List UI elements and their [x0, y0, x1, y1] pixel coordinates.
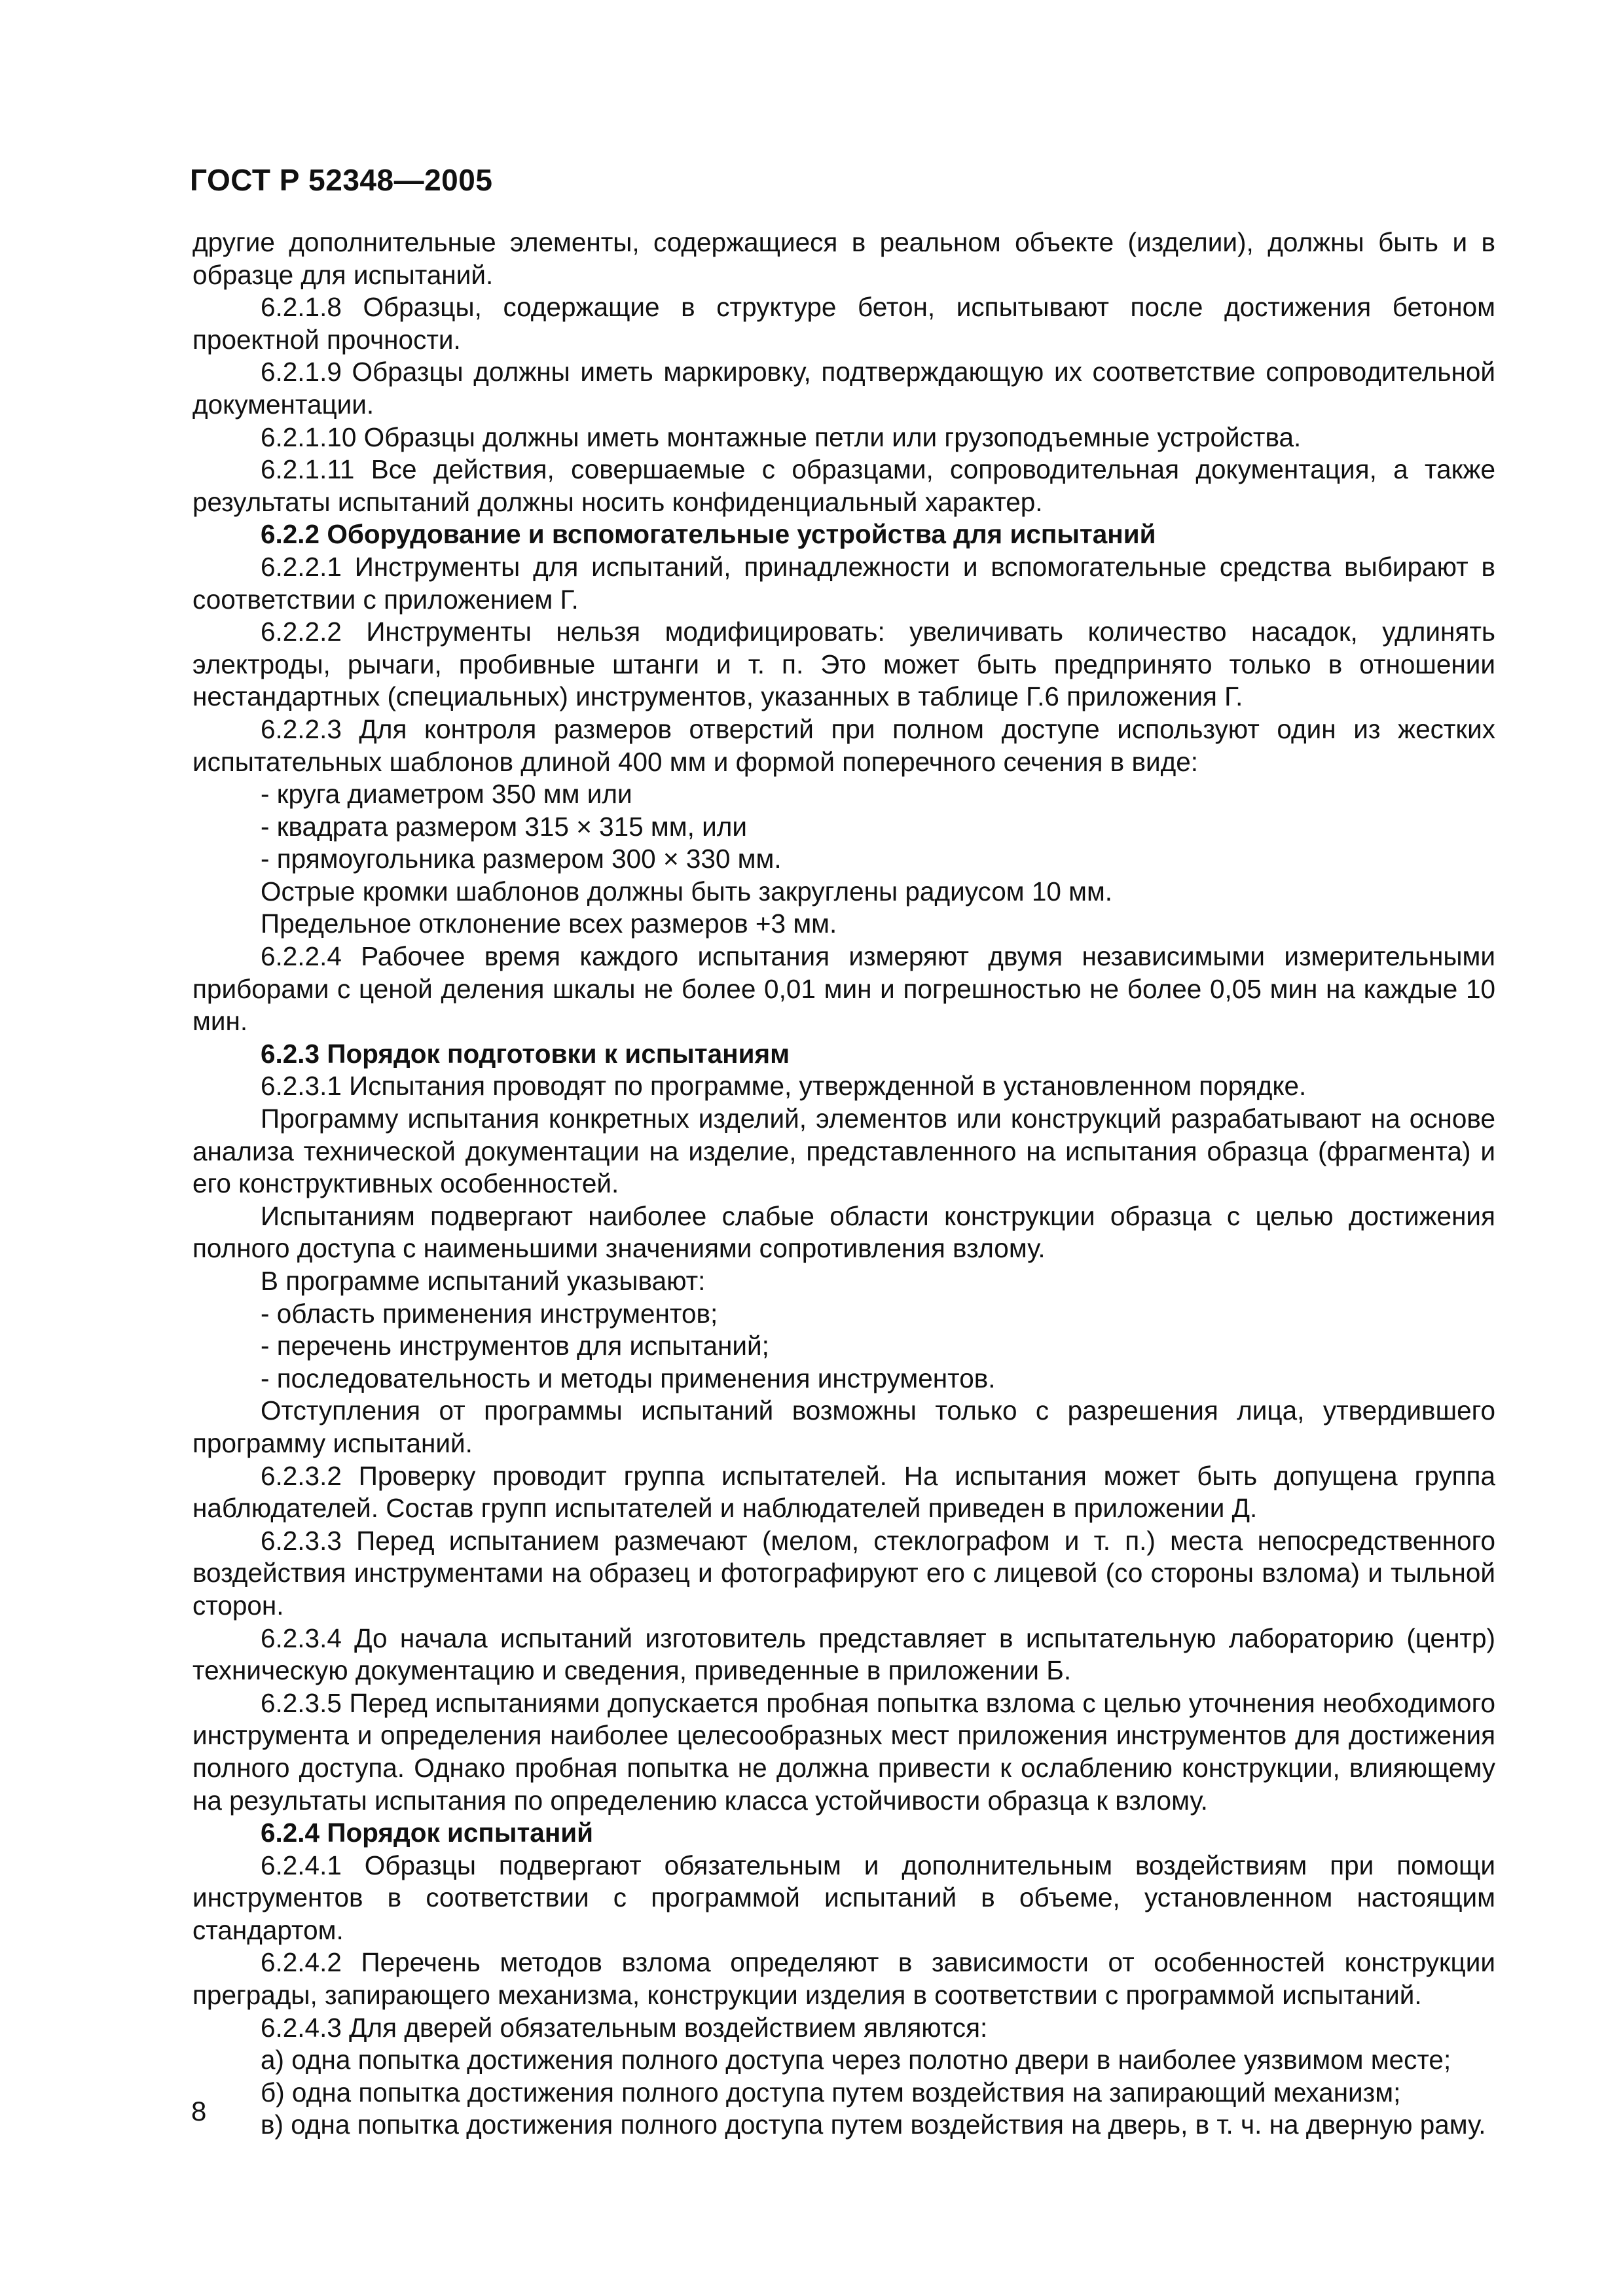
list-item: б) одна попытка достижения полного доступа путем воздействия на запирающий механизм; [261, 2077, 1401, 2108]
paragraph: 6.2.3.1 Испытания проводят по программе, утвержденной в установленном порядке. [261, 1071, 1307, 1102]
list-item: в) одна попытка достижения полного доступа путем воздействия на дверь, в т. ч. на дверную раму. [261, 2109, 1486, 2140]
paragraph: 6.2.3.3 Перед испытанием размечают (мелом, стеклографом и т. п.) места непосредственного воздействия инструментами на образец и фотографируют его с лицевой (со стороны взлома) и тыльной сторон. [192, 1525, 1495, 1621]
paragraph: В программе испытаний указывают: [261, 1266, 706, 1296]
paragraph: Предельное отклонение всех размеров +3 мм. [261, 908, 837, 939]
paragraph: Программу испытания конкретных изделий, элементов или конструкций разрабатывают на основе анализа технической документации на изделие, представленного на испытания образца (фрагмента) и его конструктивных особенностей. [192, 1103, 1495, 1199]
paragraph: Испытаниям подвергают наиболее слабые области конструкции образца с целью достижения полного доступа с наименьшими значениями сопротивления взлому. [192, 1200, 1495, 1264]
paragraph: 6.2.4.2 Перечень методов взлома определяют в зависимости от особенностей конструкции преграды, запирающего механизма, конструкции изделия в соответствии с программой испытаний. [192, 1947, 1495, 2011]
page-number: 8 [191, 2096, 207, 2126]
paragraph: 6.2.2.2 Инструменты нельзя модифицировать: увеличивать количество насадок, удлинять электроды, рычаги, пробивные штанги и т. п. Это может быть предпринято только в отношении нестандартных (специальных) инструментов, указанных в таблице Г.6 приложения Г. [192, 617, 1495, 712]
paragraph: 6.2.1.9 Образцы должны иметь маркировку, подтверждающую их соответствие сопроводительной документации. [192, 357, 1495, 420]
paragraph: 6.2.4.1 Образцы подвергают обязательным и дополнительным воздействиям при помощи инструментов в соответствии с программой испытаний в объеме, установленном настоящим стандартом. [192, 1850, 1495, 1945]
list-item: - последовательность и методы применения инструментов. [261, 1363, 996, 1393]
paragraph: 6.2.3.5 Перед испытаниями допускается пробная попытка взлома с целью уточнения необходимого инструмента и определения наиболее целесообразных мест приложения инструментов для достижения полного доступа. Однако пробная попытка не должна привести к ослаблению конструкции, влияющему на результаты испытания по определению класса устойчивости образца к взлому. [192, 1687, 1495, 1816]
paragraph: 6.2.4.3 Для дверей обязательным воздействием являются: [261, 2012, 988, 2043]
paragraph: 6.2.3.4 До начала испытаний изготовитель представляет в испытательную лабораторию (центр) техническую документацию и сведения, приведенные в приложении Б. [192, 1623, 1495, 1686]
paragraph: Отступления от программы испытаний возможны только с разрешения лица, утвердившего программу испытаний. [192, 1395, 1495, 1458]
paragraph: 6.2.3.2 Проверку проводит группа испытателей. На испытания может быть допущена группа наблюдателей. Состав групп испытателей и наблюдателей приведен в приложении Д. [192, 1460, 1495, 1524]
list-item: а) одна попытка достижения полного доступа через полотно двери в наиболее уязвимом месте; [261, 2045, 1451, 2075]
document-body [192, 226, 1495, 2142]
section-heading: 6.2.3 Порядок подготовки к испытаниям [261, 1038, 790, 1069]
paragraph: 6.2.2.3 Для контроля размеров отверстий при полном доступе используют один из жестких испытательных шаблонов длиной 400 мм и формой поперечного сечения в виде: [192, 713, 1495, 777]
paragraph: другие дополнительные элементы, содержащиеся в реальном объекте (изделии), должны быть и в образце для испытаний. [192, 227, 1495, 290]
paragraph: 6.2.1.11 Все действия, совершаемые с образцами, сопроводительная документация, а также результаты испытаний должны носить конфиденциальный характер. [192, 454, 1495, 517]
list-item: - область применения инструментов; [261, 1298, 718, 1329]
paragraph: 6.2.1.10 Образцы должны иметь монтажные петли или грузоподъемные устройства. [261, 422, 1302, 452]
paragraph: 6.2.1.8 Образцы, содержащие в структуре бетон, испытывают после достижения бетоном проектной прочности. [192, 292, 1495, 355]
paragraph: Острые кромки шаблонов должны быть закруглены радиусом 10 мм. [261, 876, 1113, 906]
section-heading: 6.2.2 Оборудование и вспомогательные устройства для испытаний [261, 519, 1156, 550]
document-header: ГОСТ Р 52348—2005 [190, 163, 493, 197]
list-item: - круга диаметром 350 мм или [261, 779, 632, 810]
section-heading: 6.2.4 Порядок испытаний [261, 1818, 594, 1848]
paragraph: 6.2.2.1 Инструменты для испытаний, принадлежности и вспомогательные средства выбирают в соответствии с приложением Г. [192, 551, 1495, 615]
list-item: - прямоугольника размером 300 × 330 мм. [261, 844, 782, 874]
list-item: - перечень инструментов для испытаний; [261, 1331, 769, 1361]
paragraph: 6.2.2.4 Рабочее время каждого испытания измеряют двумя независимыми измерительными приборами с ценой деления шкалы не более 0,01 мин и погрешностью не более 0,05 мин на каждые 10 мин. [192, 941, 1495, 1037]
list-item: - квадрата размером 315 × 315 мм, или [261, 811, 748, 842]
